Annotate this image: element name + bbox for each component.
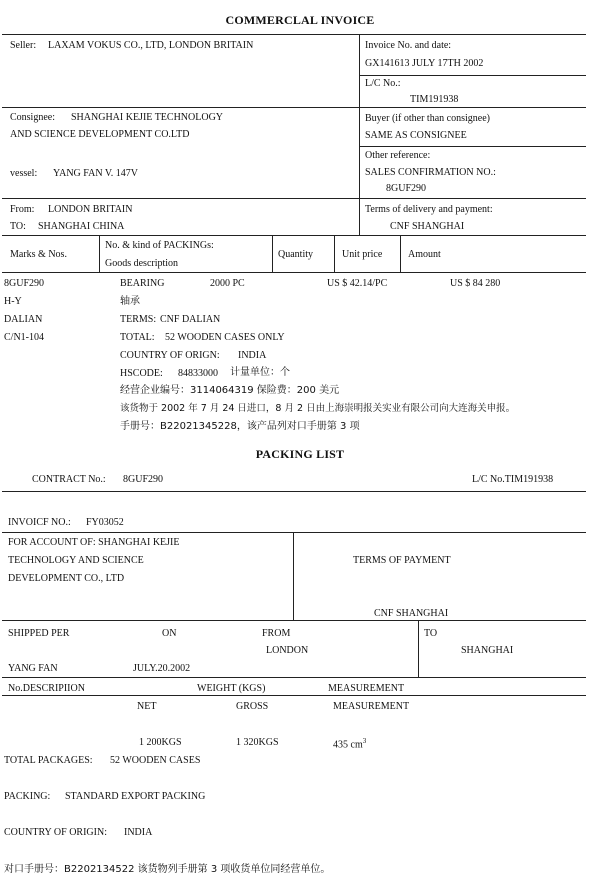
invoice-no-value: GX141613 JULY 17TH 2002 [365, 58, 484, 69]
terms-line-label: TERMS: [120, 314, 157, 325]
seller-label: Seller: [10, 40, 37, 51]
sub-net: NET [137, 701, 157, 712]
divider [359, 34, 360, 235]
col-quantity: Quantity [278, 249, 313, 260]
from-value: LONDON [266, 645, 309, 656]
mark-line: C/N1-104 [4, 332, 44, 343]
total-packages-value: 52 WOODEN CASES [110, 755, 201, 766]
divider [2, 532, 586, 533]
divider [2, 620, 586, 621]
measurement-value [333, 738, 366, 750]
divider [2, 695, 586, 696]
payment-value: CNF SHANGHAI [374, 608, 449, 619]
to-value: SHANGHAI CHINA [38, 221, 125, 232]
sub-gross: GROSS [236, 701, 269, 712]
terms-of-payment-label: TERMS OF PAYMENT [353, 555, 451, 566]
packing-lc: L/C No.TIM191938 [472, 474, 554, 485]
buyer-label: Buyer (if other than consignee) [365, 113, 490, 124]
sub-measurement: MEASUREMENT [333, 701, 410, 712]
import-line: 该货物于 2002 年 7 月 24 日进口，8 月 2 日由上海崇明报关实业有限公司向大连海关申报。 [120, 403, 516, 414]
invoice-no-label: INVOICF NO.: [8, 517, 71, 528]
to-value: SHANGHAI [461, 645, 514, 656]
col-unit-price: Unit price [342, 249, 383, 260]
packing-title: PACKING LIST [255, 447, 345, 461]
goods-name: BEARING [120, 278, 165, 289]
invoice-no-label: Invoice No. and date: [365, 40, 452, 51]
seller-value: LAXAM VOKUS CO., LTD, LONDON BRITAIN [48, 40, 254, 51]
from-label: From: [10, 204, 35, 215]
origin-label: COUNTRY OF ORIGIN: [4, 827, 107, 838]
col-measurement: MEASUREMENT [328, 683, 405, 694]
date-value: JULY.20.2002 [133, 663, 191, 674]
shipped-per-label: SHIPPED PER [8, 628, 70, 639]
total-packages-label: TOTAL PACKAGES: [4, 755, 93, 766]
invoice-title: COMMERCLAL INVOICE [225, 13, 375, 27]
account-line3: DEVELOPMENT CO., LTD [8, 573, 125, 584]
from-value: LONDON BRITAIN [48, 204, 133, 215]
to-label: TO [424, 628, 438, 639]
contract-label: CONTRACT No.: [32, 474, 106, 485]
col-packings: No. & kind of PACKINGs: [105, 240, 214, 251]
account-line1: FOR ACCOUNT OF: SHANGHAI KEJIE [8, 537, 180, 548]
consignee-line2: AND SCIENCE DEVELOPMENT CO.LTD [10, 129, 190, 140]
account-line2: TECHNOLOGY AND SCIENCE [8, 555, 144, 566]
mark-line: 8GUF290 [4, 278, 45, 289]
to-label: TO: [10, 221, 26, 232]
total-label: TOTAL: [120, 332, 155, 343]
sales-conf-value: 8GUF290 [386, 183, 427, 194]
goods-quantity: 2000 PC [210, 278, 245, 289]
col-goods-description: Goods description [105, 258, 179, 269]
buyer-value: SAME AS CONSIGNEE [365, 130, 467, 141]
terms-label: Terms of delivery and payment: [365, 204, 493, 215]
origin-label: COUNTRY OF ORIGN: [120, 350, 220, 361]
consignee-line1: SHANGHAI KEJIE TECHNOLOGY [71, 112, 224, 123]
gross-weight: 1 320KGS [236, 737, 279, 748]
origin-value: INDIA [124, 827, 153, 838]
mark-line: DALIAN [4, 314, 43, 325]
divider [2, 34, 586, 35]
lc-value: TIM191938 [410, 94, 459, 105]
divider [2, 107, 586, 108]
measurement-number: 435 cm [333, 739, 363, 751]
packing-label: PACKING: [4, 791, 51, 802]
footer-note: 对口手册号：B2202134522 该货物列手册第 3 项收货单位同经营单位。 [4, 864, 331, 875]
origin-value: INDIA [238, 350, 267, 361]
col-amount: Amount [408, 249, 441, 260]
sales-conf-label: SALES CONFIRMATION NO.: [365, 167, 496, 178]
terms-line-value: CNF DALIAN [160, 314, 221, 325]
invoice-no-value: FY03052 [86, 517, 124, 528]
divider [2, 198, 586, 199]
terms-value: CNF SHANGHAI [390, 221, 465, 232]
contract-value: 8GUF290 [123, 474, 164, 485]
goods-amount: US $ 84 280 [450, 278, 501, 289]
goods-name-cn: 轴承 [120, 296, 140, 307]
vessel-label: vessel: [10, 168, 38, 179]
divider [334, 235, 335, 272]
divider [2, 272, 586, 273]
goods-unit-price: US $ 42.14/PC [327, 278, 388, 289]
divider [293, 532, 294, 620]
vessel-value: YANG FAN V. 147V [53, 168, 139, 179]
divider [272, 235, 273, 272]
divider [400, 235, 401, 272]
lc-label: L/C No.: [365, 78, 401, 89]
hscode-label: HSCODE: [120, 368, 163, 379]
consignee-label: Consignee: [10, 112, 55, 123]
total-value: 52 WOODEN CASES ONLY [165, 332, 285, 343]
divider [2, 491, 586, 492]
on-label: ON [162, 628, 177, 639]
divider [2, 235, 586, 236]
from-label: FROM [262, 628, 291, 639]
divider [2, 677, 586, 678]
vessel-value: YANG FAN [8, 663, 58, 674]
enterprise-line: 经营企业编号：3114064319 保险费：200 美元 [120, 385, 340, 396]
divider [99, 235, 100, 272]
unit-label: 计量单位：个 [230, 367, 290, 378]
mark-line: H-Y [4, 296, 22, 307]
col-marks: Marks & Nos. [10, 249, 67, 260]
net-weight: 1 200KGS [139, 737, 182, 748]
divider [418, 620, 419, 677]
packing-value: STANDARD EXPORT PACKING [65, 791, 206, 802]
hscode-value: 84833000 [178, 368, 218, 379]
divider [359, 75, 586, 76]
measurement-unit-exponent: 3 [362, 737, 367, 745]
divider [359, 146, 586, 147]
manual-line: 手册号：B22021345228，该产品列对口手册第 3 项 [120, 421, 360, 432]
col-weight: WEIGHT (KGS) [197, 683, 266, 694]
other-ref-label: Other reference: [365, 150, 431, 161]
col-description: No.DESCRIPIION [8, 683, 85, 694]
